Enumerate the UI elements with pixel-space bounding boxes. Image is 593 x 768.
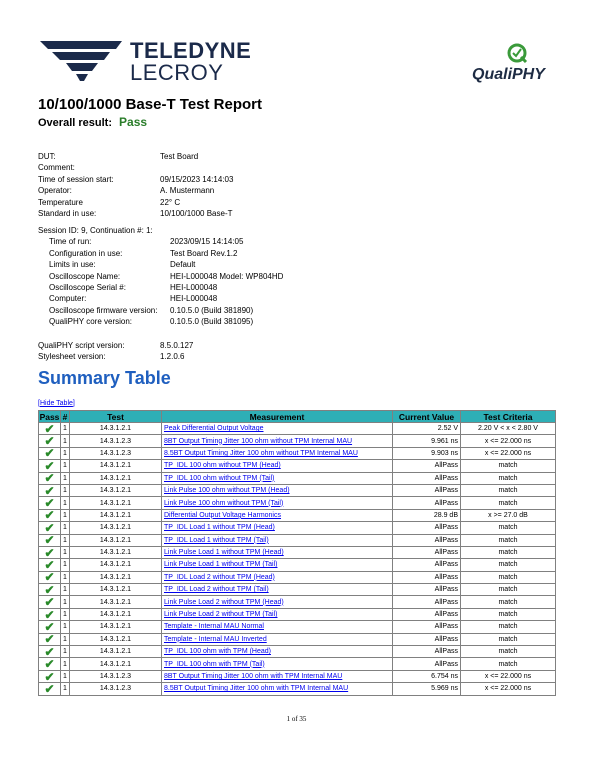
- measurement-link[interactable]: Template - Internal MAU Inverted: [164, 635, 267, 643]
- version-value: 1.2.0.6: [160, 352, 185, 362]
- table-row: [39, 497, 556, 509]
- checkmark-icon: ✔: [39, 534, 61, 546]
- summary-table-title: Summary Table: [38, 368, 171, 388]
- measurement-link[interactable]: TP_IDL Load 2 without TPM (Head): [164, 573, 275, 581]
- row-number: 1: [61, 596, 70, 608]
- current-value: AllPass: [393, 646, 461, 658]
- summary-table: [38, 410, 556, 696]
- table-row: [39, 670, 556, 682]
- test-criteria: match: [461, 621, 556, 633]
- session-header: [38, 225, 358, 236]
- measurement-link[interactable]: Link Pulse 100 ohm without TPM (Head): [164, 487, 290, 495]
- measurement-cell: [162, 472, 393, 484]
- row-number: 1: [61, 509, 70, 521]
- version-info: [38, 340, 338, 363]
- measurement-link[interactable]: Link Pulse Load 2 without TPM (Tail): [164, 611, 278, 619]
- session-row: [38, 293, 358, 304]
- version-key: Stylesheet version:: [38, 352, 106, 362]
- measurement-cell: [162, 646, 393, 658]
- dut-info: [38, 151, 338, 219]
- measurement-link[interactable]: Link Pulse Load 1 without TPM (Tail): [164, 561, 278, 569]
- test-id: 14.3.1.2.1: [70, 484, 162, 496]
- test-criteria: x <= 22.000 ns: [461, 683, 556, 695]
- measurement-cell: [162, 497, 393, 509]
- checkmark-icon: ✔: [39, 670, 61, 682]
- test-id: 14.3.1.2.1: [70, 522, 162, 534]
- checkmark-icon: ✔: [39, 546, 61, 558]
- overall-result-value: Pass: [119, 115, 148, 129]
- test-id: 14.3.1.2.3: [70, 435, 162, 447]
- measurement-cell: [162, 460, 393, 472]
- measurement-link[interactable]: 8BT Output Timing Jitter 100 ohm without TPM Internal MAU: [164, 437, 353, 445]
- row-number: 1: [61, 571, 70, 583]
- test-id: 14.3.1.2.1: [70, 596, 162, 608]
- info-value: 22° C: [160, 197, 181, 207]
- table-row: [39, 658, 556, 670]
- session-row: [38, 316, 358, 327]
- info-key: Time of session start:: [38, 174, 114, 184]
- current-value: AllPass: [393, 484, 461, 496]
- current-value: 9.903 ns: [393, 447, 461, 459]
- measurement-link[interactable]: 8BT Output Timing Jitter 100 ohm with TPM Internal MAU: [164, 673, 343, 680]
- table-row: [39, 534, 556, 546]
- current-value: AllPass: [393, 596, 461, 608]
- session-value: 0.10.5.0 (Build 381890): [170, 305, 254, 315]
- checkmark-icon: ✔: [39, 509, 61, 521]
- measurement-link[interactable]: TP_IDL Load 2 without TPM (Tail): [164, 586, 269, 594]
- current-value: AllPass: [393, 633, 461, 645]
- qualiphy-q-icon: [506, 42, 528, 64]
- table-row: [39, 460, 556, 472]
- row-number: 1: [61, 534, 70, 546]
- measurement-link[interactable]: Link Pulse Load 1 without TPM (Head): [164, 549, 284, 557]
- table-row: [39, 646, 556, 658]
- info-key: DUT:: [38, 152, 56, 161]
- session-key: Time of run:: [49, 237, 92, 247]
- measurement-cell: [162, 670, 393, 682]
- info-row: [38, 197, 338, 208]
- info-value: Test Board: [160, 152, 199, 161]
- page-number: 1 of 35: [286, 715, 307, 723]
- current-value: AllPass: [393, 472, 461, 484]
- row-number: 1: [61, 460, 70, 472]
- test-criteria: match: [461, 559, 556, 571]
- session-value: Default: [170, 260, 196, 270]
- table-row: [39, 683, 556, 695]
- logo-text-line2: LECROY: [130, 60, 224, 85]
- info-row: [38, 162, 338, 173]
- test-id: 14.3.1.2.1: [70, 509, 162, 521]
- checkmark-icon: ✔: [39, 683, 61, 695]
- session-row: [38, 259, 358, 270]
- row-number: 1: [61, 633, 70, 645]
- test-id: 14.3.1.2.3: [70, 670, 162, 682]
- test-criteria: match: [461, 472, 556, 484]
- qualiphy-logo: [470, 42, 570, 84]
- summary-table-body: [39, 423, 556, 696]
- table-row: [39, 621, 556, 633]
- session-header-text: Session ID: 9, Continuation #: 1:: [38, 226, 153, 235]
- version-key: QualiPHY script version:: [38, 341, 125, 350]
- row-number: 1: [61, 447, 70, 459]
- test-criteria: match: [461, 546, 556, 558]
- version-row: [38, 351, 338, 362]
- measurement-cell: [162, 608, 393, 620]
- test-id: 14.3.1.2.1: [70, 621, 162, 633]
- checkmark-icon: ✔: [39, 621, 61, 633]
- checkmark-icon: ✔: [39, 584, 61, 596]
- table-row: [39, 522, 556, 534]
- measurement-link[interactable]: 8.5BT Output Timing Jitter 100 ohm with TPM Internal MAU: [164, 685, 349, 693]
- table-row: [39, 484, 556, 496]
- measurement-cell: [162, 584, 393, 596]
- row-number: 1: [61, 670, 70, 682]
- current-value: AllPass: [393, 571, 461, 583]
- checkmark-icon: ✔: [39, 596, 61, 608]
- test-criteria: x >= 27.0 dB: [461, 509, 556, 521]
- current-value: 6.754 ns: [393, 670, 461, 682]
- session-value: Test Board Rev.1.2: [170, 248, 238, 258]
- measurement-cell: [162, 509, 393, 521]
- test-id: 14.3.1.2.3: [70, 683, 162, 695]
- version-row: [38, 340, 338, 351]
- test-criteria: 2.20 V < x < 2.80 V: [461, 423, 556, 435]
- checkmark-icon: ✔: [39, 608, 61, 620]
- test-criteria: match: [461, 460, 556, 472]
- checkmark-icon: ✔: [39, 423, 61, 435]
- test-id: 14.3.1.2.1: [70, 646, 162, 658]
- session-value: 0.10.5.0 (Build 381095): [170, 317, 254, 327]
- test-id: 14.3.1.2.1: [70, 584, 162, 596]
- checkmark-icon: ✔: [39, 472, 61, 484]
- info-key: Comment:: [38, 163, 75, 173]
- checkmark-icon: ✔: [39, 460, 61, 472]
- measurement-link[interactable]: TP_IDL 100 ohm without TPM (Head): [164, 462, 281, 470]
- measurement-cell: [162, 621, 393, 633]
- session-value: 2023/09/15 14:14:05: [170, 237, 244, 247]
- row-number: 1: [61, 546, 70, 558]
- teledyne-lecroy-logo: [38, 37, 252, 85]
- row-number: 1: [61, 423, 70, 435]
- current-value: AllPass: [393, 658, 461, 670]
- table-row: [39, 608, 556, 620]
- test-id: 14.3.1.2.1: [70, 571, 162, 583]
- current-value: AllPass: [393, 584, 461, 596]
- current-value: AllPass: [393, 534, 461, 546]
- current-value: 2.52 V: [393, 423, 461, 435]
- measurement-cell: [162, 484, 393, 496]
- row-number: 1: [61, 646, 70, 658]
- info-row: [38, 151, 338, 162]
- session-row: [38, 305, 358, 316]
- overall-result-label: Overall result:: [38, 117, 112, 129]
- measurement-cell: [162, 423, 393, 435]
- info-key: Standard in use:: [38, 208, 97, 218]
- info-value: 10/100/1000 Base-T: [160, 208, 233, 218]
- measurement-cell: [162, 534, 393, 546]
- session-key: Configuration in use:: [49, 248, 123, 258]
- checkmark-icon: ✔: [39, 633, 61, 645]
- current-value: 9.961 ns: [393, 435, 461, 447]
- test-id: 14.3.1.2.1: [70, 546, 162, 558]
- measurement-cell: [162, 571, 393, 583]
- row-number: 1: [61, 497, 70, 509]
- current-value: 28.9 dB: [393, 509, 461, 521]
- checkmark-icon: ✔: [39, 484, 61, 496]
- table-row: [39, 559, 556, 571]
- row-number: 1: [61, 658, 70, 670]
- session-key: Oscilloscope Name:: [49, 271, 121, 281]
- measurement-link[interactable]: TP_IDL Load 1 without TPM (Tail): [164, 536, 269, 544]
- info-row: [38, 174, 338, 185]
- measurement-link[interactable]: Peak Differential Output Voltage: [164, 425, 264, 433]
- measurement-link[interactable]: TP_IDL 100 ohm with TPM (Tail): [164, 660, 265, 668]
- row-number: 1: [61, 435, 70, 447]
- col-header-test-criteria: Test Criteria: [461, 411, 556, 423]
- measurement-link[interactable]: TP_IDL Load 1 without TPM (Head): [164, 524, 275, 532]
- session-info: [38, 225, 358, 328]
- col-header-number: #: [61, 411, 70, 423]
- measurement-link[interactable]: 8.5BT Output Timing Jitter 100 ohm without TPM Internal MAU: [164, 449, 358, 457]
- checkmark-icon: ✔: [39, 497, 61, 509]
- measurement-link[interactable]: Link Pulse Load 2 without TPM (Head): [164, 598, 284, 606]
- measurement-link[interactable]: TP_IDL 100 ohm without TPM (Tail): [164, 474, 275, 482]
- table-row: [39, 447, 556, 459]
- current-value: AllPass: [393, 497, 461, 509]
- measurement-link[interactable]: Template - Internal MAU Normal: [164, 623, 264, 631]
- session-key: QualiPHY core version:: [49, 317, 132, 327]
- table-row: [39, 596, 556, 608]
- checkmark-icon: ✔: [39, 658, 61, 670]
- session-row: [38, 271, 358, 282]
- table-row: [39, 584, 556, 596]
- current-value: AllPass: [393, 559, 461, 571]
- col-header-measurement: Measurement: [162, 411, 393, 423]
- test-criteria: x <= 22.000 ns: [461, 435, 556, 447]
- current-value: AllPass: [393, 460, 461, 472]
- measurement-cell: [162, 559, 393, 571]
- session-row: [38, 282, 358, 293]
- teledyne-wing-icon: [38, 37, 124, 83]
- test-id: 14.3.1.2.1: [70, 534, 162, 546]
- overall-result: [38, 115, 147, 129]
- test-criteria: match: [461, 534, 556, 546]
- test-id: 14.3.1.2.1: [70, 608, 162, 620]
- test-criteria: match: [461, 484, 556, 496]
- logo-text-line1: TELEDYNE: [130, 38, 252, 63]
- test-id: 14.3.1.2.1: [70, 423, 162, 435]
- test-criteria: match: [461, 584, 556, 596]
- checkmark-icon: ✔: [39, 447, 61, 459]
- checkmark-icon: ✔: [39, 435, 61, 447]
- hide-table-link[interactable]: Hide Table: [39, 400, 73, 407]
- row-number: 1: [61, 683, 70, 695]
- table-row: [39, 472, 556, 484]
- version-value: 8.5.0.127: [160, 341, 194, 350]
- session-key: Oscilloscope Serial #:: [49, 282, 126, 292]
- checkmark-icon: ✔: [39, 522, 61, 534]
- current-value: AllPass: [393, 522, 461, 534]
- current-value: 5.969 ns: [393, 683, 461, 695]
- table-row: [39, 509, 556, 521]
- current-value: AllPass: [393, 546, 461, 558]
- info-row: [38, 208, 338, 219]
- table-row: [39, 423, 556, 435]
- test-criteria: match: [461, 497, 556, 509]
- hide-table-control: [Hide Table]: [38, 400, 75, 407]
- test-id: 14.3.1.2.1: [70, 472, 162, 484]
- col-header-pass: Pass: [39, 411, 60, 422]
- session-row: [38, 236, 358, 247]
- info-value: 09/15/2023 14:14:03: [160, 174, 234, 184]
- measurement-link[interactable]: TP_IDL 100 ohm with TPM (Head): [164, 648, 271, 656]
- row-number: 1: [61, 559, 70, 571]
- measurement-cell: [162, 435, 393, 447]
- measurement-cell: [162, 522, 393, 534]
- session-row: [38, 248, 358, 259]
- row-number: 1: [61, 484, 70, 496]
- session-key: Oscilloscope firmware version:: [49, 305, 158, 315]
- measurement-cell: [162, 658, 393, 670]
- test-id: 14.3.1.2.1: [70, 633, 162, 645]
- checkmark-icon: ✔: [39, 646, 61, 658]
- test-id: 14.3.1.2.1: [70, 559, 162, 571]
- test-criteria: match: [461, 522, 556, 534]
- session-key: Limits in use:: [49, 260, 96, 270]
- row-number: 1: [61, 608, 70, 620]
- checkmark-icon: ✔: [39, 559, 61, 571]
- measurement-cell: [162, 546, 393, 558]
- info-row: [38, 185, 338, 196]
- session-key: Computer:: [49, 294, 87, 304]
- row-number: 1: [61, 584, 70, 596]
- test-criteria: match: [461, 633, 556, 645]
- session-value: HEI-L000048: [170, 282, 218, 292]
- row-number: 1: [61, 522, 70, 534]
- test-id: 14.3.1.2.3: [70, 447, 162, 459]
- current-value: AllPass: [393, 608, 461, 620]
- table-row: [39, 633, 556, 645]
- measurement-cell: [162, 447, 393, 459]
- qualiphy-wordmark: QualiPHY: [472, 66, 545, 83]
- current-value: AllPass: [393, 621, 461, 633]
- info-key: Temperature: [38, 197, 83, 207]
- info-key: Operator:: [38, 186, 72, 196]
- col-header-test: Test: [70, 411, 162, 423]
- measurement-cell: [162, 683, 393, 695]
- summary-header-row: [39, 411, 556, 423]
- session-value: HEI-L000048 Model: WP804HD: [170, 271, 284, 281]
- test-criteria: x <= 22.000 ns: [461, 447, 556, 459]
- measurement-link[interactable]: Link Pulse 100 ohm without TPM (Tail): [164, 499, 284, 507]
- test-id: 14.3.1.2.1: [70, 460, 162, 472]
- test-criteria: match: [461, 646, 556, 658]
- table-row: [39, 546, 556, 558]
- test-criteria: x <= 22.000 ns: [461, 670, 556, 682]
- report-title: 10/100/1000 Base-T Test Report: [38, 96, 262, 113]
- measurement-cell: [162, 633, 393, 645]
- test-criteria: match: [461, 658, 556, 670]
- checkmark-icon: ✔: [39, 571, 61, 583]
- test-criteria: match: [461, 608, 556, 620]
- table-row: [39, 435, 556, 447]
- row-number: 1: [61, 472, 70, 484]
- measurement-cell: [162, 596, 393, 608]
- info-value: A. Mustermann: [160, 186, 215, 196]
- test-id: 14.3.1.2.1: [70, 658, 162, 670]
- row-number: 1: [61, 621, 70, 633]
- table-row: [39, 571, 556, 583]
- test-criteria: match: [461, 571, 556, 583]
- test-id: 14.3.1.2.1: [70, 497, 162, 509]
- measurement-link[interactable]: Differential Output Voltage Harmonics: [164, 511, 281, 519]
- session-value: HEI-L000048: [170, 294, 218, 304]
- test-criteria: match: [461, 596, 556, 608]
- col-header-current-value: Current Value: [393, 411, 461, 423]
